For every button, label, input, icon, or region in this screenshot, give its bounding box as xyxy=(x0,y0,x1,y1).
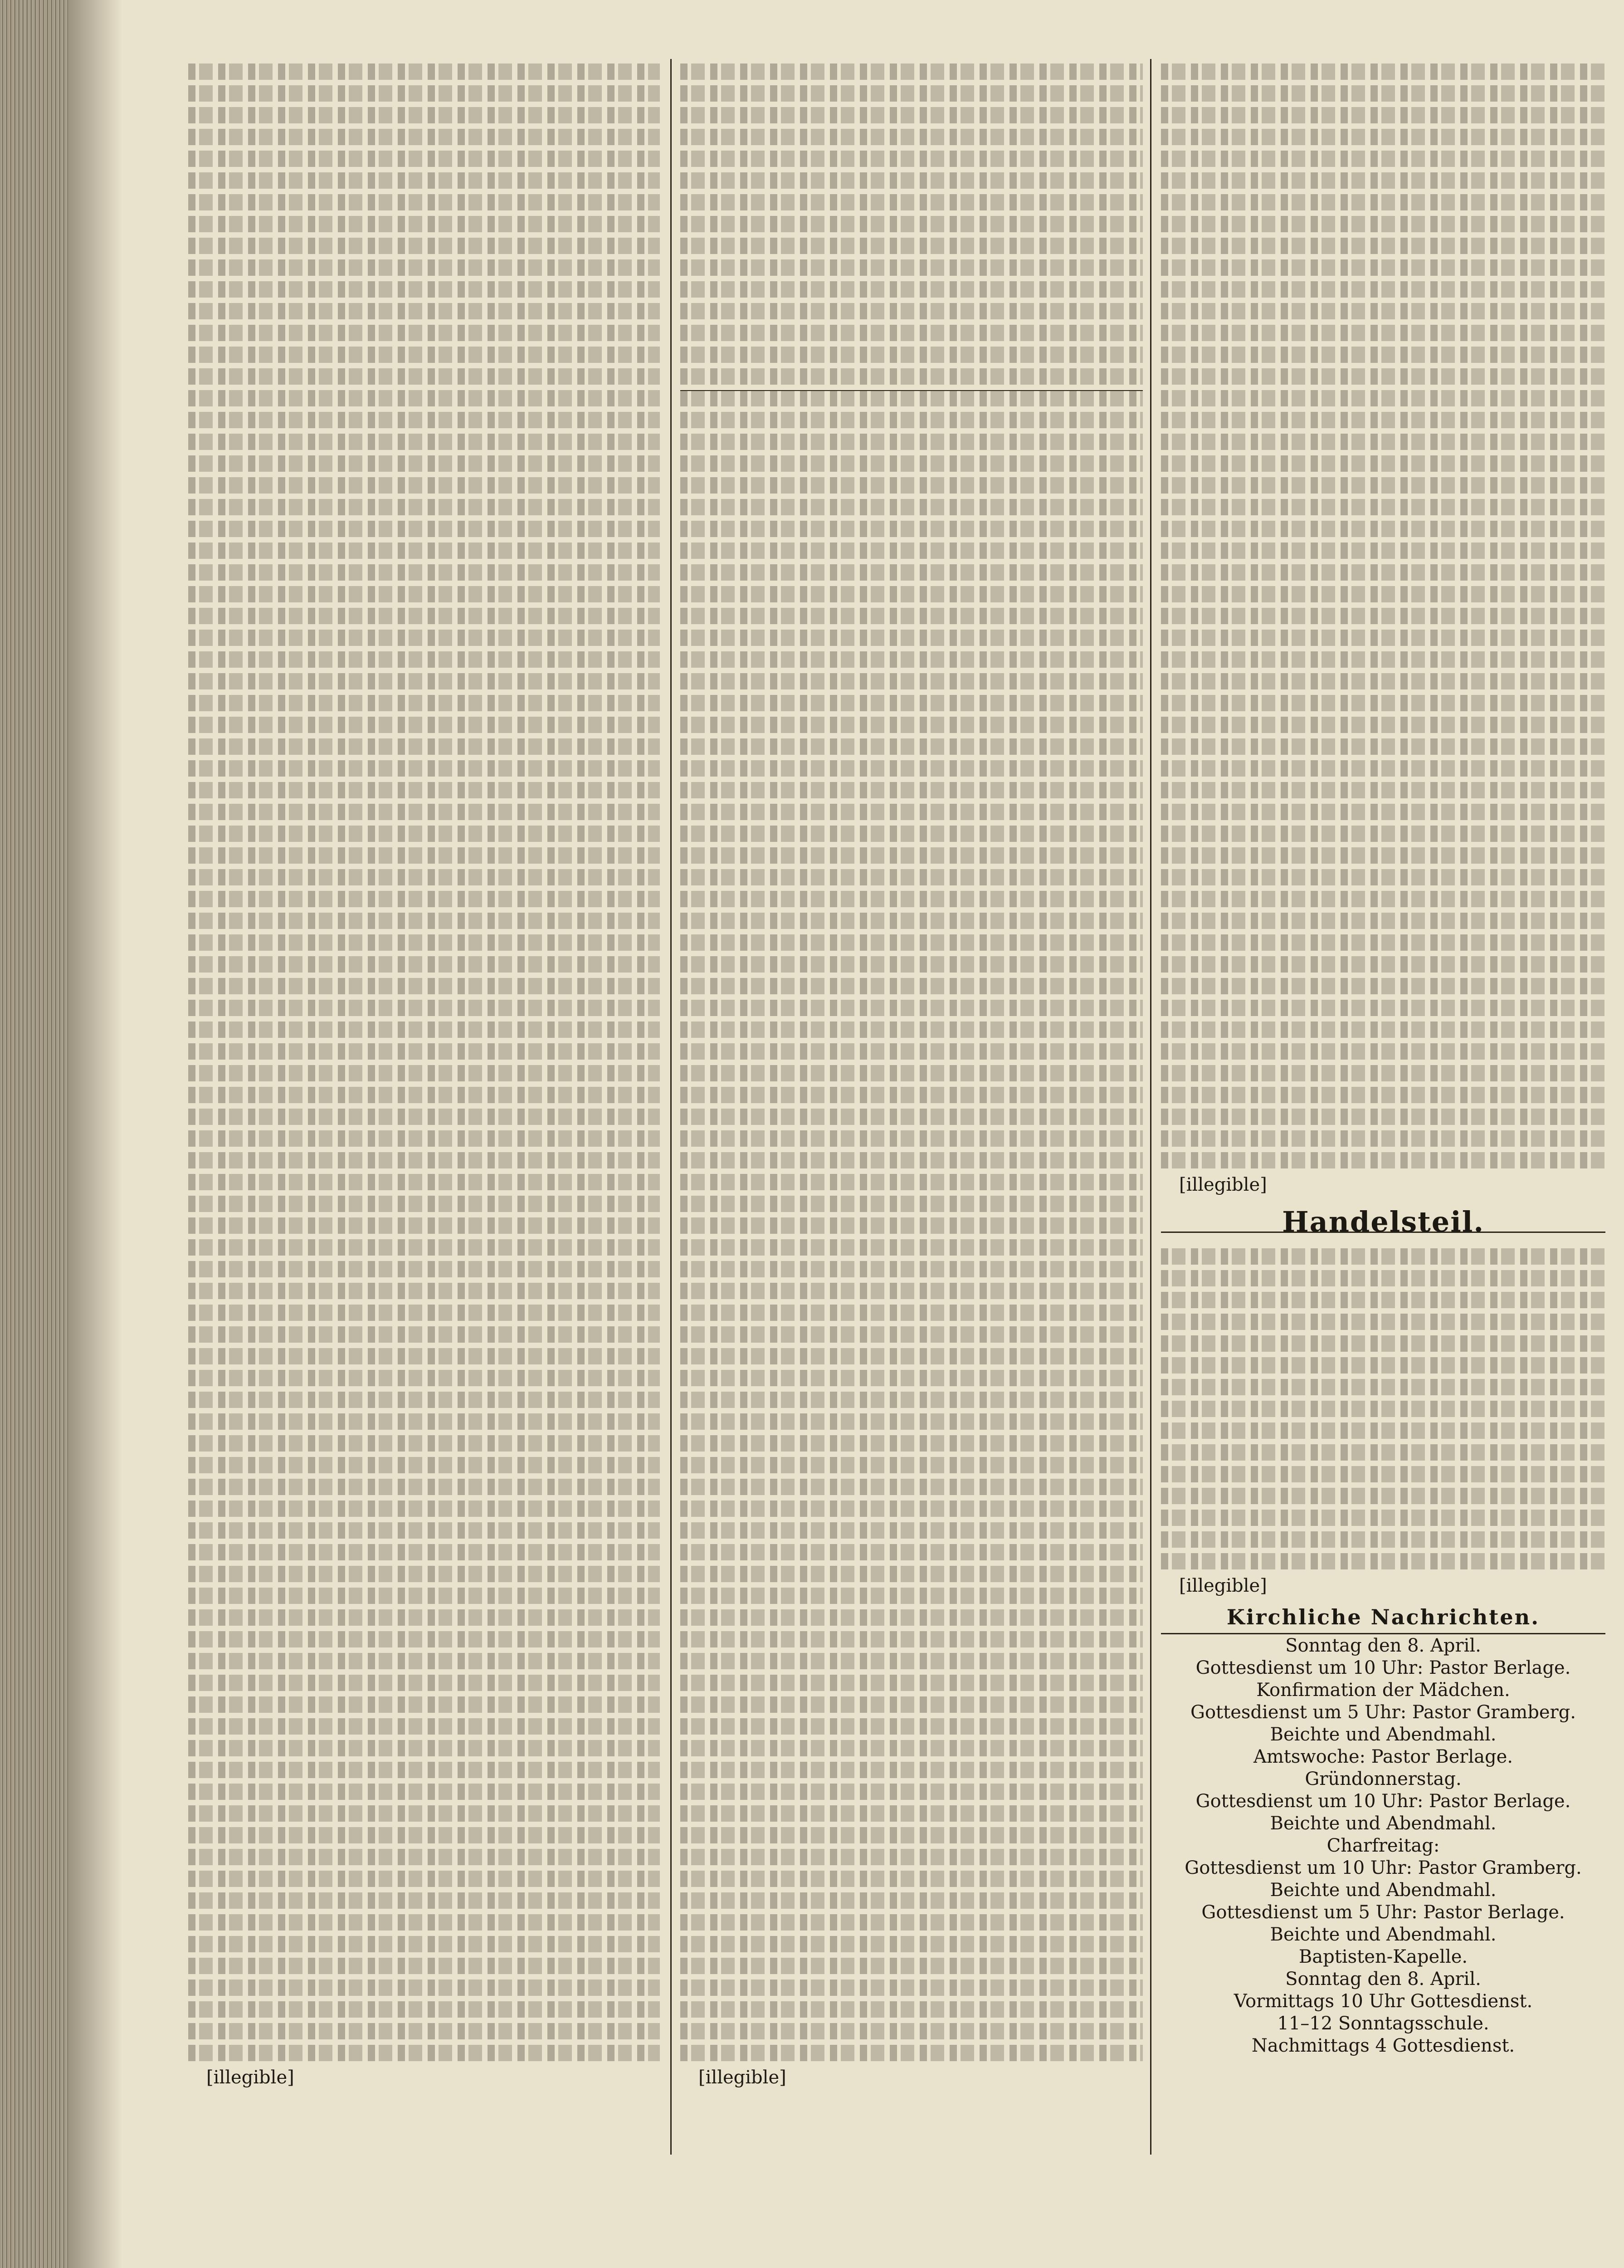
church-line: Beichte und Abendmahl. xyxy=(1270,1880,1497,1901)
column-rule-left xyxy=(670,59,672,2155)
church-line: Sonntag den 8. April. xyxy=(1285,1635,1481,1656)
illegible-text: [illegible] xyxy=(206,2067,294,2088)
church-line: Sonntag den 8. April. xyxy=(1285,1969,1481,1989)
church-line: Gottesdienst um 5 Uhr: Pastor Berlage. xyxy=(1201,1902,1565,1923)
illegible-text: [illegible] xyxy=(698,2067,786,2088)
church-line: Konfirmation der Mädchen. xyxy=(1256,1680,1510,1701)
church-news-list xyxy=(1161,1635,1605,2057)
church-line: Beichte und Abendmahl. xyxy=(1270,1924,1497,1945)
church-line: Charfreitag: xyxy=(1327,1835,1440,1856)
church-line: Vormittags 10 Uhr Gottesdienst. xyxy=(1234,1991,1533,2012)
church-line: Nachmittags 4 Gottesdienst. xyxy=(1251,2035,1515,2056)
church-line: Beichte und Abendmahl. xyxy=(1270,1724,1497,1745)
church-line: Amtswoche: Pastor Berlage. xyxy=(1253,1746,1513,1767)
church-line: Baptisten-Kapelle. xyxy=(1298,1946,1468,1967)
church-line: Gottesdienst um 10 Uhr: Pastor Gramberg. xyxy=(1185,1857,1582,1878)
church-line: Beichte und Abendmahl. xyxy=(1270,1813,1497,1834)
church-line: Gottesdienst um 5 Uhr: Pastor Gramberg. xyxy=(1190,1702,1576,1723)
church-line: 11–12 Sonntagsschule. xyxy=(1277,2013,1489,2034)
book-binding-edge xyxy=(0,0,68,2268)
column-right xyxy=(1161,64,1605,2057)
column-middle xyxy=(680,64,1143,2088)
illegible-text: [illegible] xyxy=(1179,1575,1267,1596)
page-gutter-shadow xyxy=(68,0,122,2268)
church-line: Gottesdienst um 10 Uhr: Pastor Berlage. xyxy=(1195,1791,1571,1812)
illegible-text: [illegible] xyxy=(1179,1174,1267,1195)
column-rule-right xyxy=(1150,59,1151,2155)
church-line: Gründonnerstag. xyxy=(1305,1769,1462,1789)
church-news-heading: Kirchliche Nachrichten. xyxy=(1226,1605,1540,1629)
church-line: Gottesdienst um 10 Uhr: Pastor Berlage. xyxy=(1195,1657,1571,1678)
handelsteil-heading: Handelsteil. xyxy=(1282,1205,1484,1238)
column-left xyxy=(188,64,660,2088)
